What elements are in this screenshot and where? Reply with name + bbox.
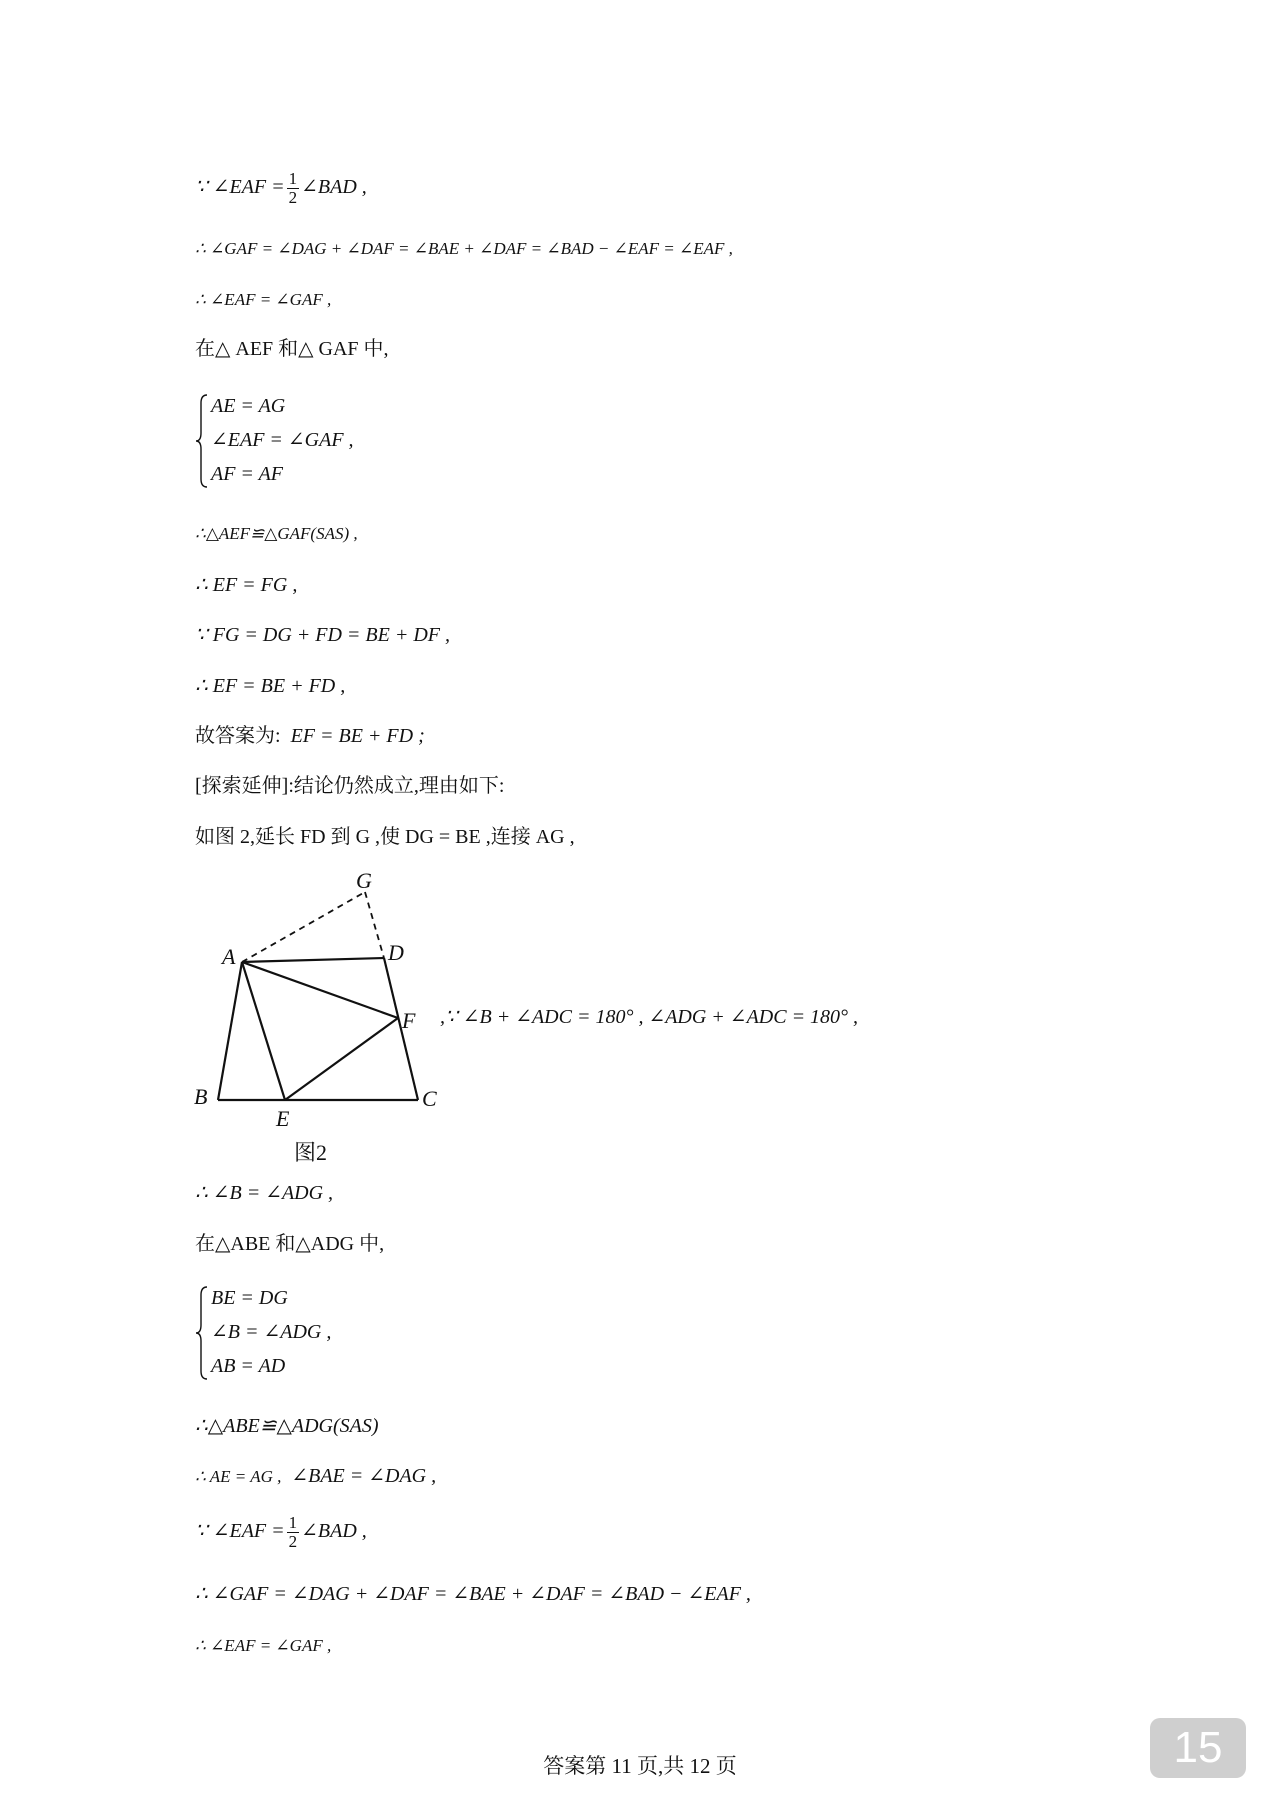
line-13: ∴ ∠B = ∠ADG , xyxy=(195,1182,334,1204)
angle-eaf: ∠EAF = xyxy=(212,1520,285,1543)
line-6: ∴ EF = FG , xyxy=(195,574,298,596)
line-7: ∵ FG = DG + FD = BE + DF , xyxy=(195,624,451,646)
page-footer: 答案第 11 页,共 12 页 xyxy=(543,1754,737,1778)
fraction-numerator: 1 xyxy=(288,169,298,188)
fraction-half xyxy=(287,170,300,207)
dashed-segment-ag xyxy=(242,892,365,962)
angle-eaf: ∠EAF = xyxy=(212,176,285,199)
line-4: 在△ AEF 和△ GAF 中, xyxy=(195,338,389,360)
because-symbol: ∵ xyxy=(195,1520,213,1543)
segment-af xyxy=(242,962,398,1018)
line-15: ∴△ABE≌△ADG(SAS) xyxy=(195,1415,379,1437)
system-row: ∠B = ∠ADG , xyxy=(211,1321,332,1343)
system-row: AF = AF xyxy=(211,463,284,485)
label-f: F xyxy=(402,1008,416,1033)
system-row: ∠EAF = ∠GAF , xyxy=(211,429,354,451)
fraction-denominator: 2 xyxy=(288,188,298,207)
segment-ab xyxy=(218,962,242,1100)
left-brace-icon xyxy=(195,1285,209,1381)
left-brace-icon xyxy=(195,393,209,489)
line-14: 在△ABE 和△ADG 中, xyxy=(195,1233,385,1255)
label-e: E xyxy=(276,1106,290,1131)
answer-prefix: 故答案为: xyxy=(195,725,281,747)
line-11: 如图 2,延长 FD 到 G ,使 DG = BE ,连接 AG , xyxy=(195,826,575,848)
label-g: G xyxy=(356,868,372,893)
ae-equals-ag: ∴ AE = AG , xyxy=(195,1467,282,1486)
figure-caption: 图2 xyxy=(294,1140,328,1165)
line-18: ∴ ∠GAF = ∠DAG + ∠DAF = ∠BAE + ∠DAF = ∠BAD − ∠EAF , xyxy=(195,1583,751,1605)
page-number-badge: 15 xyxy=(1150,1718,1246,1778)
angle-bad: ∠BAD , xyxy=(301,1520,367,1543)
fraction-half xyxy=(287,1514,300,1551)
fraction-numerator: 1 xyxy=(288,1513,298,1532)
system-row: BE = DG xyxy=(211,1287,288,1309)
label-a: A xyxy=(222,944,236,969)
answer-equation: EF = BE + FD ; xyxy=(290,725,425,747)
label-b: B xyxy=(194,1084,208,1109)
geometry-figure-2 xyxy=(190,868,450,1173)
line-3: ∴ ∠EAF = ∠GAF , xyxy=(195,290,332,309)
fraction-denominator: 2 xyxy=(288,1532,298,1551)
segment-ae xyxy=(242,962,285,1100)
line-16 xyxy=(195,1463,436,1490)
line-19: ∴ ∠EAF = ∠GAF , xyxy=(195,1636,332,1655)
line-17 xyxy=(195,1514,367,1551)
angle-bad: ∠BAD , xyxy=(301,176,367,199)
because-symbol: ∵ xyxy=(195,176,213,199)
label-d: D xyxy=(388,940,404,965)
system-row: AB = AD xyxy=(211,1355,286,1377)
system-row: AE = AG xyxy=(211,395,286,417)
angle-bae-equals-dag: ∠BAE = ∠DAG , xyxy=(291,1465,437,1487)
line-9 xyxy=(195,723,425,749)
line-2: ∴ ∠GAF = ∠DAG + ∠DAF = ∠BAE + ∠DAF = ∠BAD − ∠EAF = ∠EAF , xyxy=(195,239,733,258)
line-12: ,∵ ∠B + ∠ADC = 180° , ∠ADG + ∠ADC = 180° , xyxy=(440,1006,859,1028)
line-8: ∴ EF = BE + FD , xyxy=(195,675,346,697)
segment-ef xyxy=(285,1018,398,1100)
line-5: ∴△AEF≌△GAF(SAS) , xyxy=(195,524,358,543)
line-1 xyxy=(195,170,367,207)
label-c: C xyxy=(422,1086,437,1111)
dashed-segment-gd xyxy=(365,892,384,958)
segment-da xyxy=(242,958,384,962)
line-10: [探索延伸]:结论仍然成立,理由如下: xyxy=(195,775,505,797)
